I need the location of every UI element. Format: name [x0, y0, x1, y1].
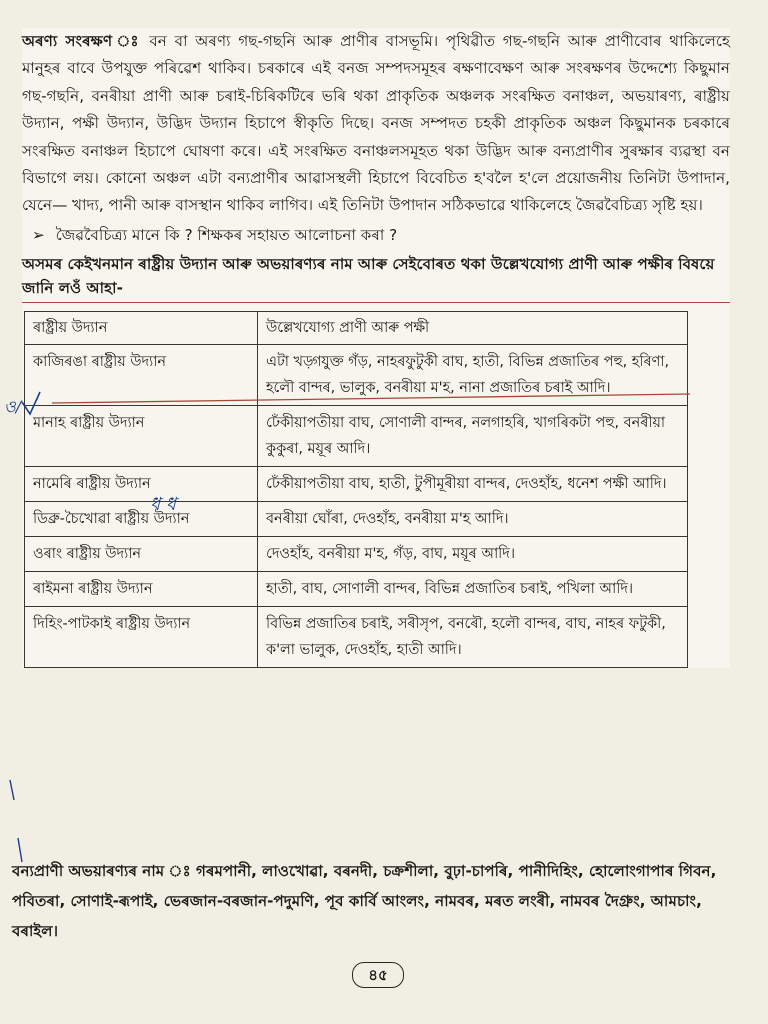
park-name: ওৰাং ৰাষ্ট্ৰীয় উদ্যান	[25, 536, 258, 571]
table-header-row	[25, 311, 688, 344]
sanctuaries-term: বন্যপ্ৰাণী অভয়াৰণ্যৰ নাম ঃ	[12, 862, 191, 880]
park-name: ৰাইমনা ৰাষ্ট্ৰীয় উদ্যান	[25, 571, 258, 606]
table-container	[22, 302, 730, 668]
park-animals: বনৰীয়া ঘোঁৰা, দেওহাঁহ, বনৰীয়া ম'হ আদি।	[258, 501, 688, 536]
table-row	[25, 466, 688, 501]
margin-stroke-mark	[10, 780, 14, 800]
park-animals: ঢেঁকীয়াপতীয়া বাঘ, সোণালী বান্দৰ, নলগাহৰি, খাগৰিকটা পহু, বনৰীয়া কুকুৰা, ময়ূৰ আদি।	[258, 405, 688, 466]
intro-term: অৰণ্য সংৰক্ষণ ঃ	[22, 32, 142, 50]
table-row	[25, 571, 688, 606]
table-row	[25, 405, 688, 466]
park-name: মানাহ ৰাষ্ট্ৰীয় উদ্যান	[25, 405, 258, 466]
national-parks-table	[24, 311, 688, 668]
park-name: কাজিৰঙা ৰাষ্ট্ৰীয় উদ্যান	[25, 344, 258, 405]
park-animals: হাতী, বাঘ, সোণালী বান্দৰ, বিভিন্ন প্ৰজাতিৰ চৰাই, পখিলা আদি।	[258, 571, 688, 606]
park-name: দিহিং-পাটকাই ৰাষ্ট্ৰীয় উদ্যান	[25, 606, 258, 667]
row-note-mark: ধ ধ	[150, 494, 176, 515]
page-number: ৪৫	[352, 962, 404, 988]
table-row	[25, 606, 688, 667]
park-animals: ঢেঁকীয়াপতীয়া বাঘ, হাতী, টুপীমূৰীয়া বান্দৰ, দেওহাঁহ, ধনেশ পক্ষী আদি।	[258, 466, 688, 501]
park-animals: এটা খড়্গযুক্ত গঁড়, নাহৰফুটুকী বাঘ, হাতী, বিভিন্ন প্ৰজাতিৰ পহু, হৰিণা, হলৌ বান্দৰ, ভালুক, বনৰীয়া ম'হ, নানা প্ৰজাতিৰ চৰাই আদি।	[258, 344, 688, 405]
intro-paragraph	[22, 28, 730, 220]
park-animals: দেওহাঁহ, বনৰীয়া ম'হ, গঁড়, বাঘ, ময়ূৰ আদি।	[258, 536, 688, 571]
table-intro-heading: অসমৰ কেইখনমান ৰাষ্ট্ৰীয় উদ্যান আৰু অভয়াৰণ্যৰ নাম আৰু সেইবোৰত থকা উল্লেখযোগ্য প্ৰাণী আৰু পক্ষীৰ বিষয়ে জানি লওঁ আহা-	[22, 254, 715, 297]
sanctuaries-paragraph	[12, 856, 732, 946]
table-row	[25, 501, 688, 536]
table-row	[25, 344, 688, 405]
arrow-bullet-icon: ➢	[32, 225, 45, 244]
question-text: জৈৱবৈচিত্ৰ্য মানে কি ? শিক্ষকৰ সহায়ত আলোচনা কৰা ?	[55, 225, 398, 244]
discussion-question	[32, 222, 730, 248]
park-name: ডিব্ৰু-চৈখোৱা ৰাষ্ট্ৰীয় উদ্যান	[25, 501, 258, 536]
textbook-page	[22, 28, 730, 668]
park-animals: বিভিন্ন প্ৰজাতিৰ চৰাই, সৰীসৃপ, বনৰৌ, হলৌ বান্দৰ, বাঘ, নাহৰ ফটুকী, ক'লা ভালুক, দেওহাঁহ, হাতী আদি।	[258, 606, 688, 667]
sanctuaries-list: গৰমপানী, লাওখোৱা, বৰনদী, চক্ৰশীলা, বুঢ়া-চাপৰি, পানীদিহিং, হোলোংগাপাৰ গিবন, পবিতৰা, সোণাই-ৰূপাই, ভেৰজান-বৰজান-পদুমণি, পূব কাৰ্বি আংলং, নামবৰ, মৰত লংৰী, নামবৰ দৈগ্ৰুং, আমচাং, বৰাইল।	[12, 862, 717, 940]
header-animals: উল্লেখযোগ্য প্ৰাণী আৰু পক্ষী	[258, 311, 688, 344]
table-row	[25, 536, 688, 571]
intro-text: বন বা অৰণ্য গছ-গছনি আৰু প্ৰাণীৰ বাসভূমি। পৃথিৱীত গছ-গছনি আৰু প্ৰাণীবোৰ থাকিলেহে মানুহৰ বাবে উপযুক্ত পৰিৱেশ থাকিব। চৰকাৰে এই বনজ সম্পদসমূহৰ ৰক্ষণাবেক্ষণ আৰু সংৰক্ষণৰ উদ্দেশ্যে কিছুমান গছ-গছনি, বনৰীয়া প্ৰাণী আৰু চৰাই-চিৰিকটিৰে ভৰি থকা প্ৰাকৃতিক অঞ্চলক সংৰক্ষিত বনাঞ্চল, অভয়াৰণ্য, ৰাষ্ট্ৰীয় উদ্যান, পক্ষী উদ্যান, উদ্ভিদ উদ্যান হিচাপে স্বীকৃতি দিছে। বনজ সম্পদত চহকী প্ৰাকৃতিক অঞ্চল কিছুমানক চৰকাৰে সংৰক্ষিত বনাঞ্চল হিচাপে ঘোষণা কৰে। এই সংৰক্ষিত বনাঞ্চলসমূহত থকা উদ্ভিদ আৰু বন্যপ্ৰাণীৰ সুৰক্ষাৰ ব্যৱস্থা বন বিভাগে লয়। কোনো অঞ্চল এটা বন্যপ্ৰাণীৰ আৱাসস্থলী হিচাপে বিবেচিত হ'বলৈ হ'লে প্ৰয়োজনীয় তিনিটা উপাদান, যেনে— খাদ্য, পানী আৰু বাসস্থান থাকিব লাগিব। এই তিনিটা উপাদান সঠিকভাৱে থাকিলেহে জৈৱবৈচিত্ৰ্য সৃষ্টি হয়।	[22, 32, 730, 215]
margin-note-mark: ও/	[4, 397, 22, 416]
header-park: ৰাষ্ট্ৰীয় উদ্যান	[25, 311, 258, 344]
park-name: নামেৰি ৰাষ্ট্ৰীয় উদ্যান	[25, 466, 258, 501]
